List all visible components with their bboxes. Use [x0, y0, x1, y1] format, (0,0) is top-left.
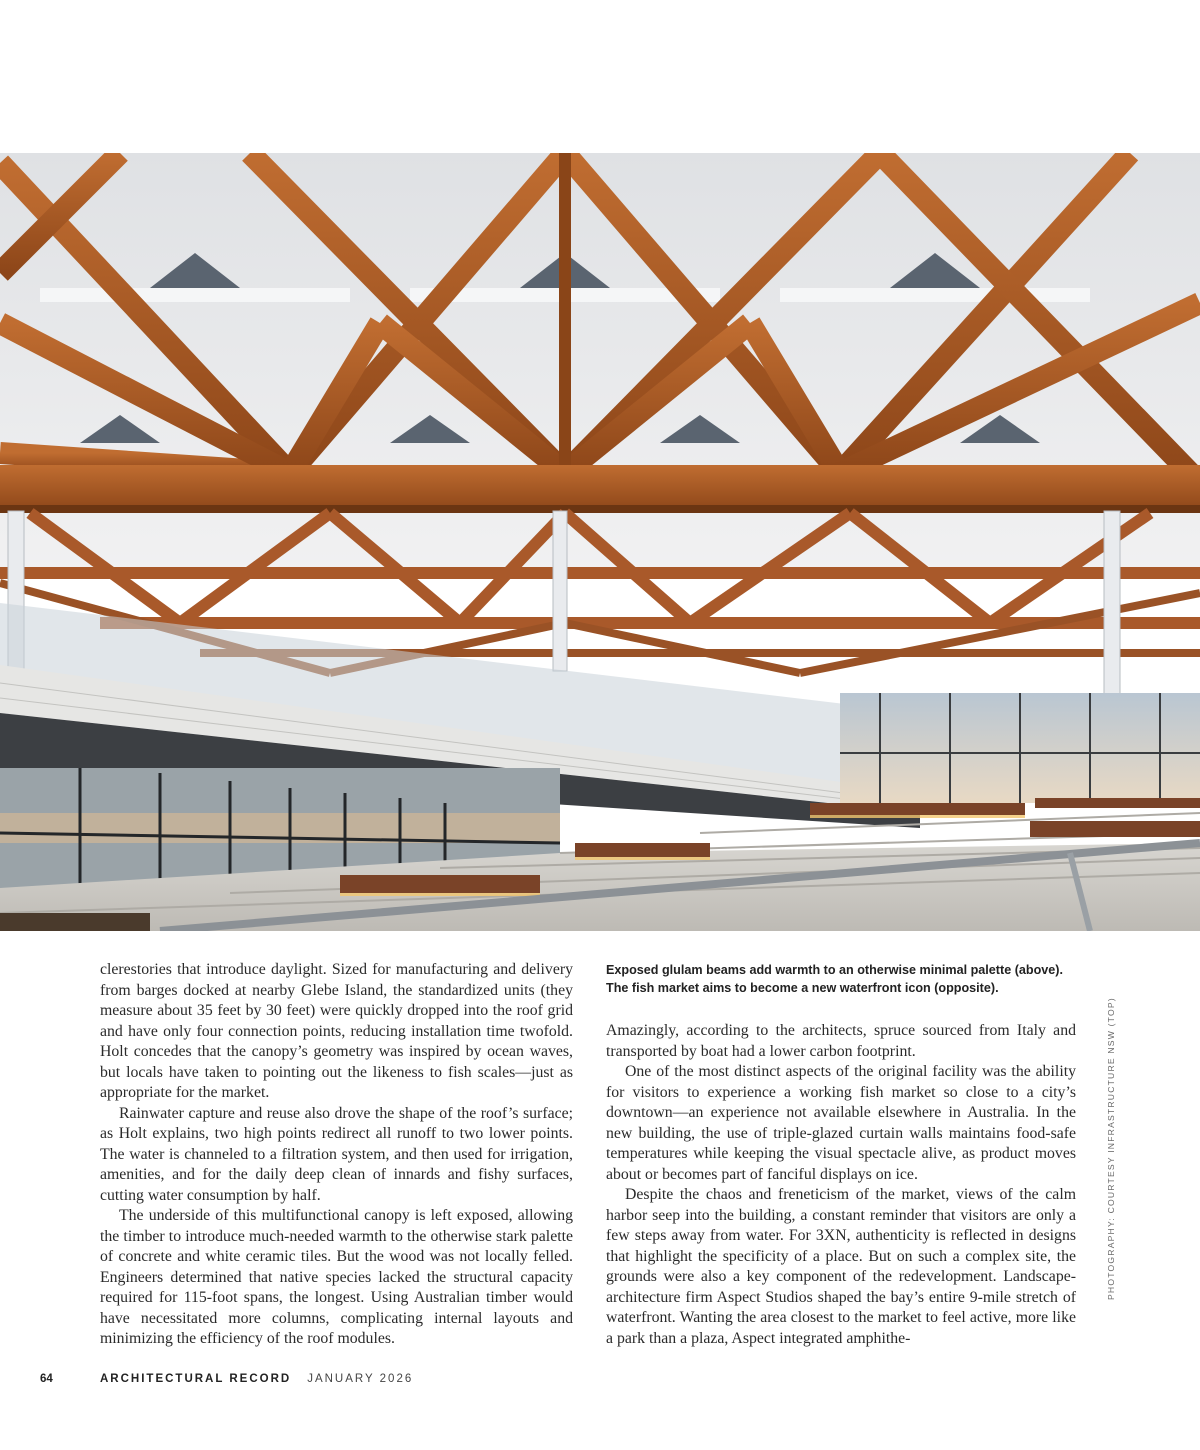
- body-paragraph: The underside of this multifunctional canopy is left exposed, allowing the timber to introduce much-needed warmth to the otherwise stark palette of concrete and white ceramic tiles. But the wood was not locally felled. Engineers determined that native species lacked the structural capacity required for 115-foot spans, the longest. Using Australian timber would have necessitated more columns, complicating internal layouts and minimizing the efficiency of the roof modules.: [100, 1207, 573, 1347]
- roof-photo: [0, 153, 1200, 931]
- body-paragraph: Amazingly, according to the architects, spruce sourced from Italy and transported by boat had a lower carbon footprint.: [606, 1022, 1076, 1060]
- body-paragraph: clerestories that introduce daylight. Sized for manufacturing and delivery from barges docked at nearby Glebe Island, the standardized units (they measure about 35 feet by 30 feet) were quickly dropped into the roof grid and have only four connection points, reducing installation time twofold. Holt concedes that the canopy’s geometry was inspired by ocean waves, but locals have taken to pointing out the likeness to fish scales—just as appropriate for the market.: [100, 961, 573, 1101]
- issue-date: JANUARY 2026: [307, 1373, 414, 1385]
- body-paragraph: Rainwater capture and reuse also drove the shape of the roof’s surface; as Holt explains, two high points redirect all runoff to two lower points. The water is channeled to a filtration system, and then used for irrigation, amenities, and for the daily deep clean of innards and fishy surfaces, cutting water consumption by half.: [100, 1104, 573, 1204]
- left-text-column: [100, 960, 573, 1350]
- page-number: 64: [40, 1373, 53, 1385]
- photo-caption: Exposed glulam beams add warmth to an otherwise minimal palette (above). The fish market aims to become a new waterfront icon (opposite).: [606, 963, 1063, 995]
- timber-roof-illustration: [0, 153, 1200, 931]
- main-glulam-beam: [0, 465, 1200, 511]
- photo-credit: PHOTOGRAPHY: COURTESY INFRASTRUCTURE NSW (TOP): [1106, 997, 1116, 1300]
- magazine-name: ARCHITECTURAL RECORD: [100, 1373, 292, 1385]
- body-paragraph: One of the most distinct aspects of the original facility was the ability for visitors to experience a working fish market so close to a city’s downtown—an experience not available elsewhere in Australia. In the new building, the use of triple-glazed curtain walls maintains food-safe temperatures while keeping the visual spectacle alive, as product moves about or becomes part of fanciful displays on ice.: [606, 1063, 1076, 1183]
- body-paragraph: Despite the chaos and freneticism of the market, views of the calm harbor seep into the building, a constant reminder that visitors are only a few steps away from water. For 3XN, authenticity is reflected in designs that highlight the specificity of a place. But on such a complex site, the grounds were also a key component of the redevelopment. Landscape-architecture firm Aspect Studios shaped the bay’s entire 9-mile stretch of waterfront. Wanting the area closest to the market to feel active, more like a park than a plaza, Aspect integrated amphithe-: [606, 1186, 1076, 1347]
- right-text-column: [606, 1021, 1076, 1349]
- page-footer: [40, 1373, 413, 1385]
